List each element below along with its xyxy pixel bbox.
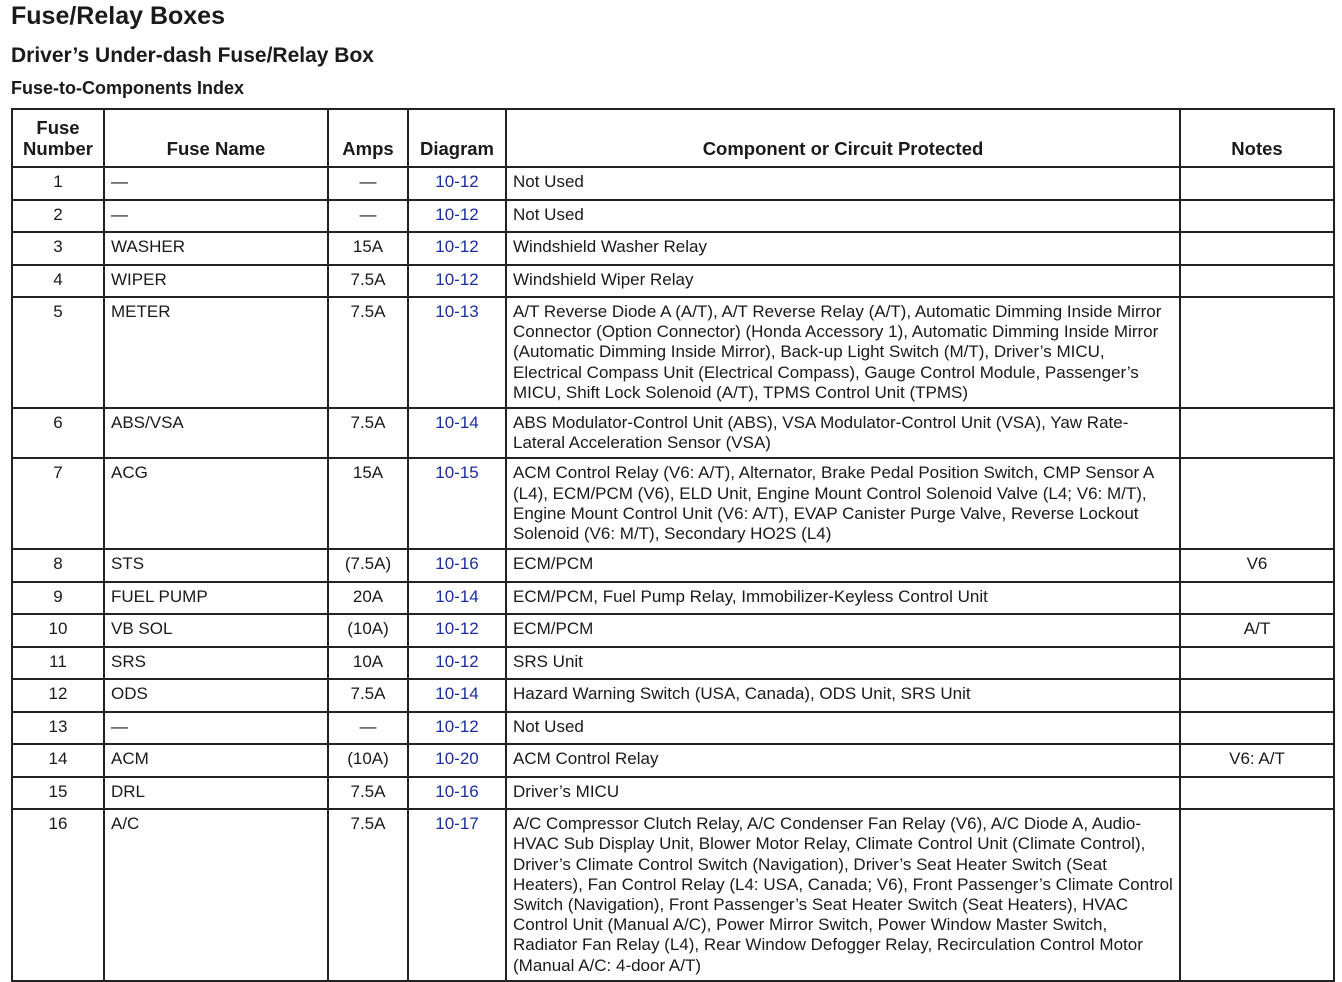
fuse-number-cell: 10 [12, 614, 104, 647]
fuse-number-cell: 2 [12, 200, 104, 233]
fuse-name-cell: DRL [104, 777, 328, 810]
fuse-number-cell: 7 [12, 458, 104, 549]
diagram-link[interactable]: 10-12 [408, 614, 506, 647]
fuse-number-cell: 3 [12, 232, 104, 265]
component-cell: ACM Control Relay (V6: A/T), Alternator, Brake Pedal Position Switch, CMP Sensor A (L4), ECM/PCM (V6), ELD Unit, Engine Mount Control Solenoid Valve (L4; V6: M/T), Engine Mount Control Unit (V6: A/T), EVAP Canister Purge Valve, Reverse Lockout Solenoid (V6: M/T), Secondary HO2S (L4) [506, 458, 1180, 549]
diagram-link[interactable]: 10-20 [408, 744, 506, 777]
column-header-component: Component or Circuit Protected [506, 109, 1180, 167]
notes-cell: V6: A/T [1180, 744, 1334, 777]
fuse-name-cell: STS [104, 549, 328, 582]
amps-cell: 20A [328, 582, 408, 615]
table-row [12, 297, 1334, 408]
notes-cell [1180, 265, 1334, 298]
diagram-link[interactable]: 10-14 [408, 679, 506, 712]
amps-cell: 10A [328, 647, 408, 680]
fuse-name-cell: — [104, 167, 328, 200]
amps-cell: 7.5A [328, 679, 408, 712]
component-cell: ABS Modulator-Control Unit (ABS), VSA Modulator-Control Unit (VSA), Yaw Rate-Lateral Acceleration Sensor (VSA) [506, 408, 1180, 458]
table-row [12, 167, 1334, 200]
component-cell: Windshield Washer Relay [506, 232, 1180, 265]
component-cell: ECM/PCM [506, 614, 1180, 647]
component-cell: A/T Reverse Diode A (A/T), A/T Reverse Relay (A/T), Automatic Dimming Inside Mirror Connector (Option Connector) (Honda Accessory 1), Automatic Dimming Inside Mirror (Automatic Dimming Inside Mirror), Back-up Light Switch (M/T), Driver’s MICU, Electrical Compass Unit (Electrical Compass), Gauge Control Module, Passenger’s MICU, Shift Lock Solenoid (A/T), TPMS Control Unit (TPMS) [506, 297, 1180, 408]
notes-cell [1180, 200, 1334, 233]
fuse-number-cell: 6 [12, 408, 104, 458]
fuse-number-cell: 15 [12, 777, 104, 810]
table-body [12, 167, 1334, 981]
fuse-number-cell: 9 [12, 582, 104, 615]
diagram-link[interactable]: 10-13 [408, 297, 506, 408]
component-cell: Not Used [506, 712, 1180, 745]
diagram-link[interactable]: 10-14 [408, 408, 506, 458]
table-row [12, 582, 1334, 615]
table-row [12, 647, 1334, 680]
notes-cell [1180, 647, 1334, 680]
table-row [12, 232, 1334, 265]
fuse-name-cell: METER [104, 297, 328, 408]
fuse-name-cell: A/C [104, 809, 328, 981]
fuse-name-cell: ACG [104, 458, 328, 549]
table-header-row [12, 109, 1334, 167]
notes-cell [1180, 712, 1334, 745]
component-cell: ECM/PCM, Fuel Pump Relay, Immobilizer-Keyless Control Unit [506, 582, 1180, 615]
amps-cell: (10A) [328, 744, 408, 777]
fuse-number-cell: 4 [12, 265, 104, 298]
fuse-name-cell: WASHER [104, 232, 328, 265]
table-row [12, 777, 1334, 810]
table-row [12, 679, 1334, 712]
fuse-name-cell: VB SOL [104, 614, 328, 647]
table-row [12, 408, 1334, 458]
diagram-link[interactable]: 10-17 [408, 809, 506, 981]
diagram-link[interactable]: 10-12 [408, 167, 506, 200]
table-row [12, 712, 1334, 745]
notes-cell [1180, 408, 1334, 458]
component-cell: Hazard Warning Switch (USA, Canada), ODS Unit, SRS Unit [506, 679, 1180, 712]
fuse-name-cell: ODS [104, 679, 328, 712]
notes-cell [1180, 458, 1334, 549]
table-row [12, 549, 1334, 582]
amps-cell: — [328, 712, 408, 745]
fuse-number-cell: 16 [12, 809, 104, 981]
amps-cell: 7.5A [328, 265, 408, 298]
component-cell: ACM Control Relay [506, 744, 1180, 777]
amps-cell: 7.5A [328, 408, 408, 458]
table-row [12, 809, 1334, 981]
notes-cell [1180, 232, 1334, 265]
page-subtitle: Driver’s Under-dash Fuse/Relay Box [11, 44, 374, 67]
amps-cell: (7.5A) [328, 549, 408, 582]
fuse-name-cell: SRS [104, 647, 328, 680]
component-cell: ECM/PCM [506, 549, 1180, 582]
component-cell: A/C Compressor Clutch Relay, A/C Condenser Fan Relay (V6), A/C Diode A, Audio-HVAC Sub Display Unit, Blower Motor Relay, Climate Control Unit (Climate Control), Driver’s Climate Control Switch (Navigation), Driver’s Seat Heater Switch (Seat Heaters), Fan Control Relay (L4: USA, Canada; V6), Front Passenger’s Climate Control Switch (Navigation), Front Passenger’s Seat Heater Switch (Seat Heaters), HVAC Control Unit (Manual A/C), Power Mirror Switch, Power Window Master Switch, Radiator Fan Relay (L4), Rear Window Defogger Relay, Recirculation Control Motor (Manual A/C: 4-door A/T) [506, 809, 1180, 981]
amps-cell: 15A [328, 458, 408, 549]
diagram-link[interactable]: 10-16 [408, 777, 506, 810]
column-header-amps: Amps [328, 109, 408, 167]
fuse-name-cell: — [104, 200, 328, 233]
fuse-name-cell: FUEL PUMP [104, 582, 328, 615]
diagram-link[interactable]: 10-14 [408, 582, 506, 615]
fuse-number-cell: 1 [12, 167, 104, 200]
table-row [12, 265, 1334, 298]
diagram-link[interactable]: 10-12 [408, 232, 506, 265]
fuse-number-cell: 13 [12, 712, 104, 745]
notes-cell: A/T [1180, 614, 1334, 647]
fuse-number-cell: 5 [12, 297, 104, 408]
fuse-name-cell: WIPER [104, 265, 328, 298]
fuse-index-table [11, 108, 1335, 982]
fuse-number-cell: 11 [12, 647, 104, 680]
fuse-name-cell: ABS/VSA [104, 408, 328, 458]
diagram-link[interactable]: 10-16 [408, 549, 506, 582]
diagram-link[interactable]: 10-12 [408, 200, 506, 233]
page-title: Fuse/Relay Boxes [11, 2, 225, 30]
diagram-link[interactable]: 10-12 [408, 265, 506, 298]
diagram-link[interactable]: 10-12 [408, 712, 506, 745]
table-row [12, 614, 1334, 647]
component-cell: Not Used [506, 200, 1180, 233]
column-header-fuse-name: Fuse Name [104, 109, 328, 167]
amps-cell: 15A [328, 232, 408, 265]
fuse-name-cell: ACM [104, 744, 328, 777]
diagram-link[interactable]: 10-12 [408, 647, 506, 680]
amps-cell: — [328, 200, 408, 233]
fuse-number-cell: 8 [12, 549, 104, 582]
component-cell: SRS Unit [506, 647, 1180, 680]
notes-cell [1180, 297, 1334, 408]
section-title: Fuse-to-Components Index [11, 78, 244, 98]
component-cell: Driver’s MICU [506, 777, 1180, 810]
column-header-diagram: Diagram [408, 109, 506, 167]
table-row [12, 458, 1334, 549]
fuse-number-cell: 14 [12, 744, 104, 777]
amps-cell: (10A) [328, 614, 408, 647]
amps-cell: — [328, 167, 408, 200]
amps-cell: 7.5A [328, 809, 408, 981]
notes-cell [1180, 679, 1334, 712]
notes-cell [1180, 167, 1334, 200]
fuse-name-cell: — [104, 712, 328, 745]
notes-cell [1180, 809, 1334, 981]
table-row [12, 200, 1334, 233]
amps-cell: 7.5A [328, 297, 408, 408]
notes-cell [1180, 582, 1334, 615]
column-header-notes: Notes [1180, 109, 1334, 167]
column-header-fuse-number: Fuse Number [12, 109, 104, 167]
component-cell: Not Used [506, 167, 1180, 200]
component-cell: Windshield Wiper Relay [506, 265, 1180, 298]
diagram-link[interactable]: 10-15 [408, 458, 506, 549]
notes-cell: V6 [1180, 549, 1334, 582]
amps-cell: 7.5A [328, 777, 408, 810]
fuse-number-cell: 12 [12, 679, 104, 712]
notes-cell [1180, 777, 1334, 810]
table-row [12, 744, 1334, 777]
